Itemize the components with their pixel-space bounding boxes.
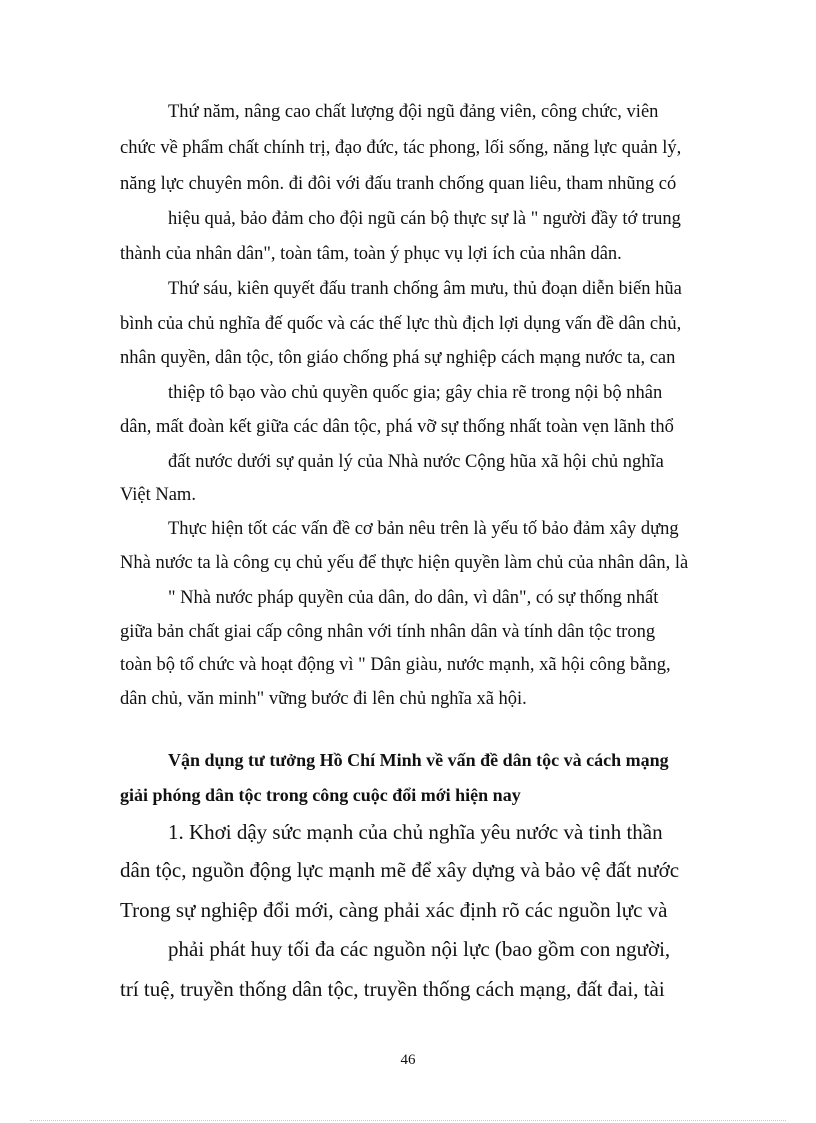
section-text-line: 1. Khơi dậy sức mạnh của chủ nghĩa yêu nước và tinh thần — [168, 820, 663, 844]
text-line: năng lực chuyên môn. đi đôi với đấu tranh chống quan liêu, tham nhũng có — [120, 174, 677, 194]
text-line: dân chủ, văn minh" vững bước đi lên chủ nghĩa xã hội. — [120, 689, 527, 709]
page-number: 46 — [400, 1052, 416, 1068]
section-heading: Vận dụng tư tưởng Hồ Chí Minh về vấn đề dân tộc và cách mạng — [168, 750, 669, 770]
text-line: chức về phẩm chất chính trị, đạo đức, tác phong, lối sống, năng lực quản lý, — [120, 138, 682, 158]
text-line: bình của chủ nghĩa đế quốc và các thế lực thù địch lợi dụng vấn đề dân chủ, — [120, 314, 682, 334]
text-line: Thứ sáu, kiên quyết đấu tranh chống âm mưu, thủ đoạn diễn biến hũa — [168, 279, 682, 299]
text-line: dân, mất đoàn kết giữa các dân tộc, phá vỡ sự thống nhất toàn vẹn lãnh thổ — [120, 417, 674, 437]
text-line: toàn bộ tổ chức và hoạt động vì " Dân giàu, nước mạnh, xã hội công bằng, — [120, 655, 671, 675]
text-line: Việt Nam. — [120, 485, 196, 505]
bottom-divider — [30, 1120, 786, 1121]
text-line: Nhà nước ta là công cụ chủ yếu để thực hiện quyền làm chủ của nhân dân, là — [120, 553, 689, 573]
section-text-line: dân tộc, nguồn động lực mạnh mẽ để xây dựng và bảo vệ đất nước — [120, 858, 680, 882]
text-line: thành của nhân dân", toàn tâm, toàn ý phục vụ lợi ích của nhân dân. — [120, 244, 622, 264]
text-line: nhân quyền, dân tộc, tôn giáo chống phá sự nghiệp cách mạng nước ta, can — [120, 348, 676, 368]
section-text-line: trí tuệ, truyền thống dân tộc, truyền thống cách mạng, đất đai, tài — [120, 977, 665, 1001]
text-line: giữa bản chất giai cấp công nhân với tính nhân dân và tính dân tộc trong — [120, 622, 656, 642]
text-line: đất nước dưới sự quản lý của Nhà nước Cộng hũa xã hội chủ nghĩa — [168, 452, 664, 472]
text-line: thiệp tô bạo vào chủ quyền quốc gia; gây chia rẽ trong nội bộ nhân — [168, 383, 663, 403]
text-line: Thứ năm, nâng cao chất lượng đội ngũ đảng viên, công chức, viên — [168, 102, 659, 122]
section-heading: giải phóng dân tộc trong công cuộc đổi mới hiện nay — [120, 785, 521, 805]
text-line: hiệu quả, bảo đảm cho đội ngũ cán bộ thực sự là " người đầy tớ trung — [168, 209, 681, 229]
section-text-line: Trong sự nghiệp đổi mới, càng phải xác định rõ các nguồn lực và — [120, 898, 668, 922]
text-line: " Nhà nước pháp quyền của dân, do dân, vì dân", có sự thống nhất — [168, 588, 659, 608]
text-line: Thực hiện tốt các vấn đề cơ bản nêu trên là yếu tố bảo đảm xây dựng — [168, 519, 679, 539]
section-text-line: phải phát huy tối đa các nguồn nội lực (bao gồm con người, — [168, 937, 671, 961]
